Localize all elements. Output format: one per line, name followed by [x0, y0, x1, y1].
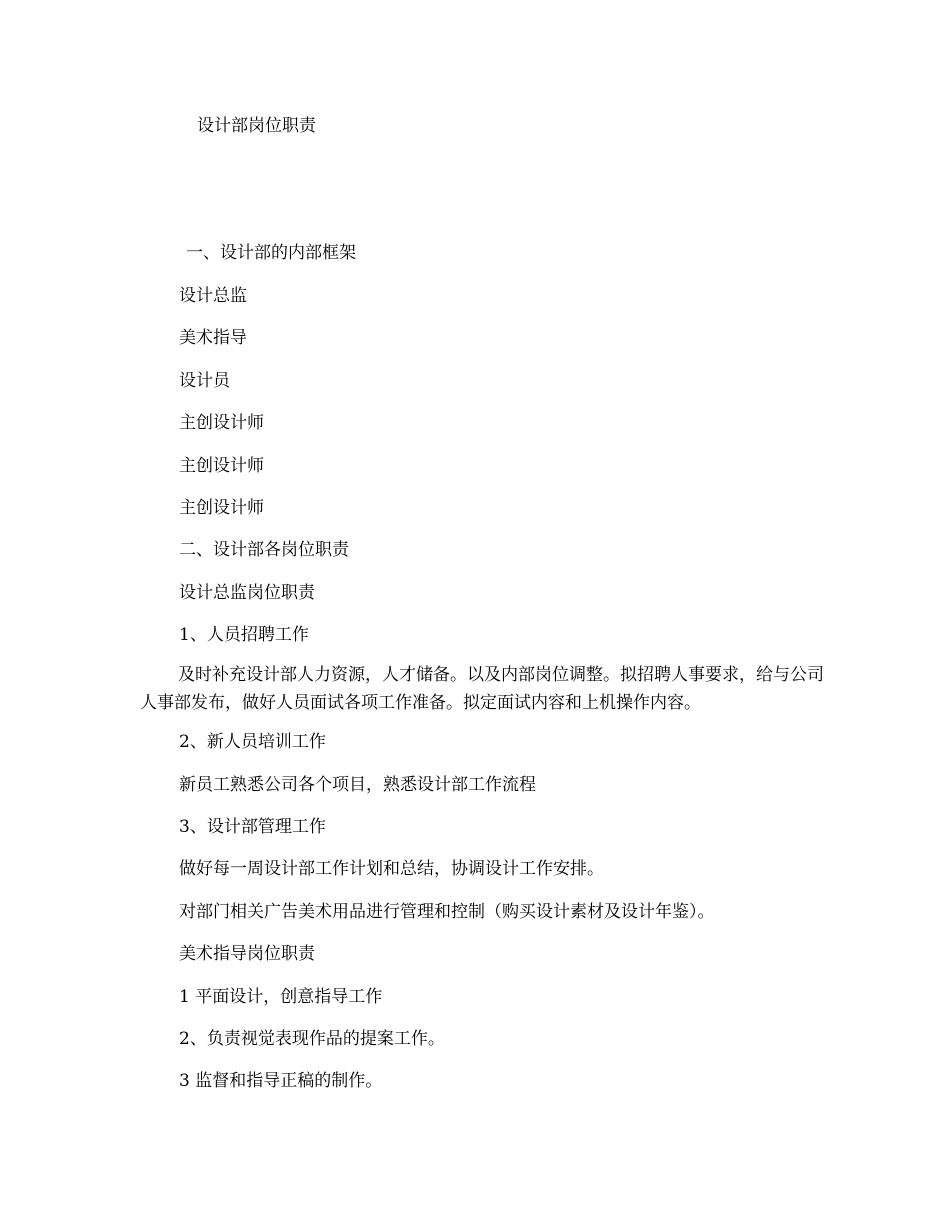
role-item: 设计员 [179, 371, 230, 391]
paragraph: 做好每一周设计部工作计划和总结，协调设计工作安排。 [179, 859, 604, 879]
role-item: 主创设计师 [179, 456, 264, 476]
paragraph: 及时补充设计部人力资源，人才储备。以及内部岗位调整。拟招聘人事要求，给与公司人事部发布，做好人员面试各项工作准备。拟定面试内容和上机操作内容。 [140, 665, 824, 713]
paragraph: 新员工熟悉公司各个项目，熟悉设计部工作流程 [179, 775, 536, 795]
role-item: 主创设计师 [179, 413, 264, 433]
role-item: 主创设计师 [179, 498, 264, 518]
list-item: 2、负责视觉表现作品的提案工作。 [179, 1029, 445, 1049]
role-item: 设计总监 [179, 286, 247, 306]
document-title: 设计部岗位职责 [197, 116, 316, 136]
list-item: 3、设计部管理工作 [179, 817, 326, 837]
list-item: 1 平面设计，创意指导工作 [179, 987, 383, 1007]
subsection-heading: 设计总监岗位职责 [179, 583, 315, 603]
paragraph: 对部门相关广告美术用品进行管理和控制（购买设计素材及设计年鉴）。 [179, 902, 715, 922]
subsection-heading: 美术指导岗位职责 [179, 944, 315, 964]
list-item: 2、新人员培训工作 [179, 732, 326, 752]
list-item: 3 监督和指导正稿的制作。 [179, 1071, 383, 1091]
list-item: 1、人员招聘工作 [179, 625, 309, 645]
section-heading-duties: 二、设计部各岗位职责 [179, 540, 349, 560]
section-heading-structure: 一、设计部的内部框架 [186, 243, 356, 263]
role-item: 美术指导 [179, 328, 247, 348]
